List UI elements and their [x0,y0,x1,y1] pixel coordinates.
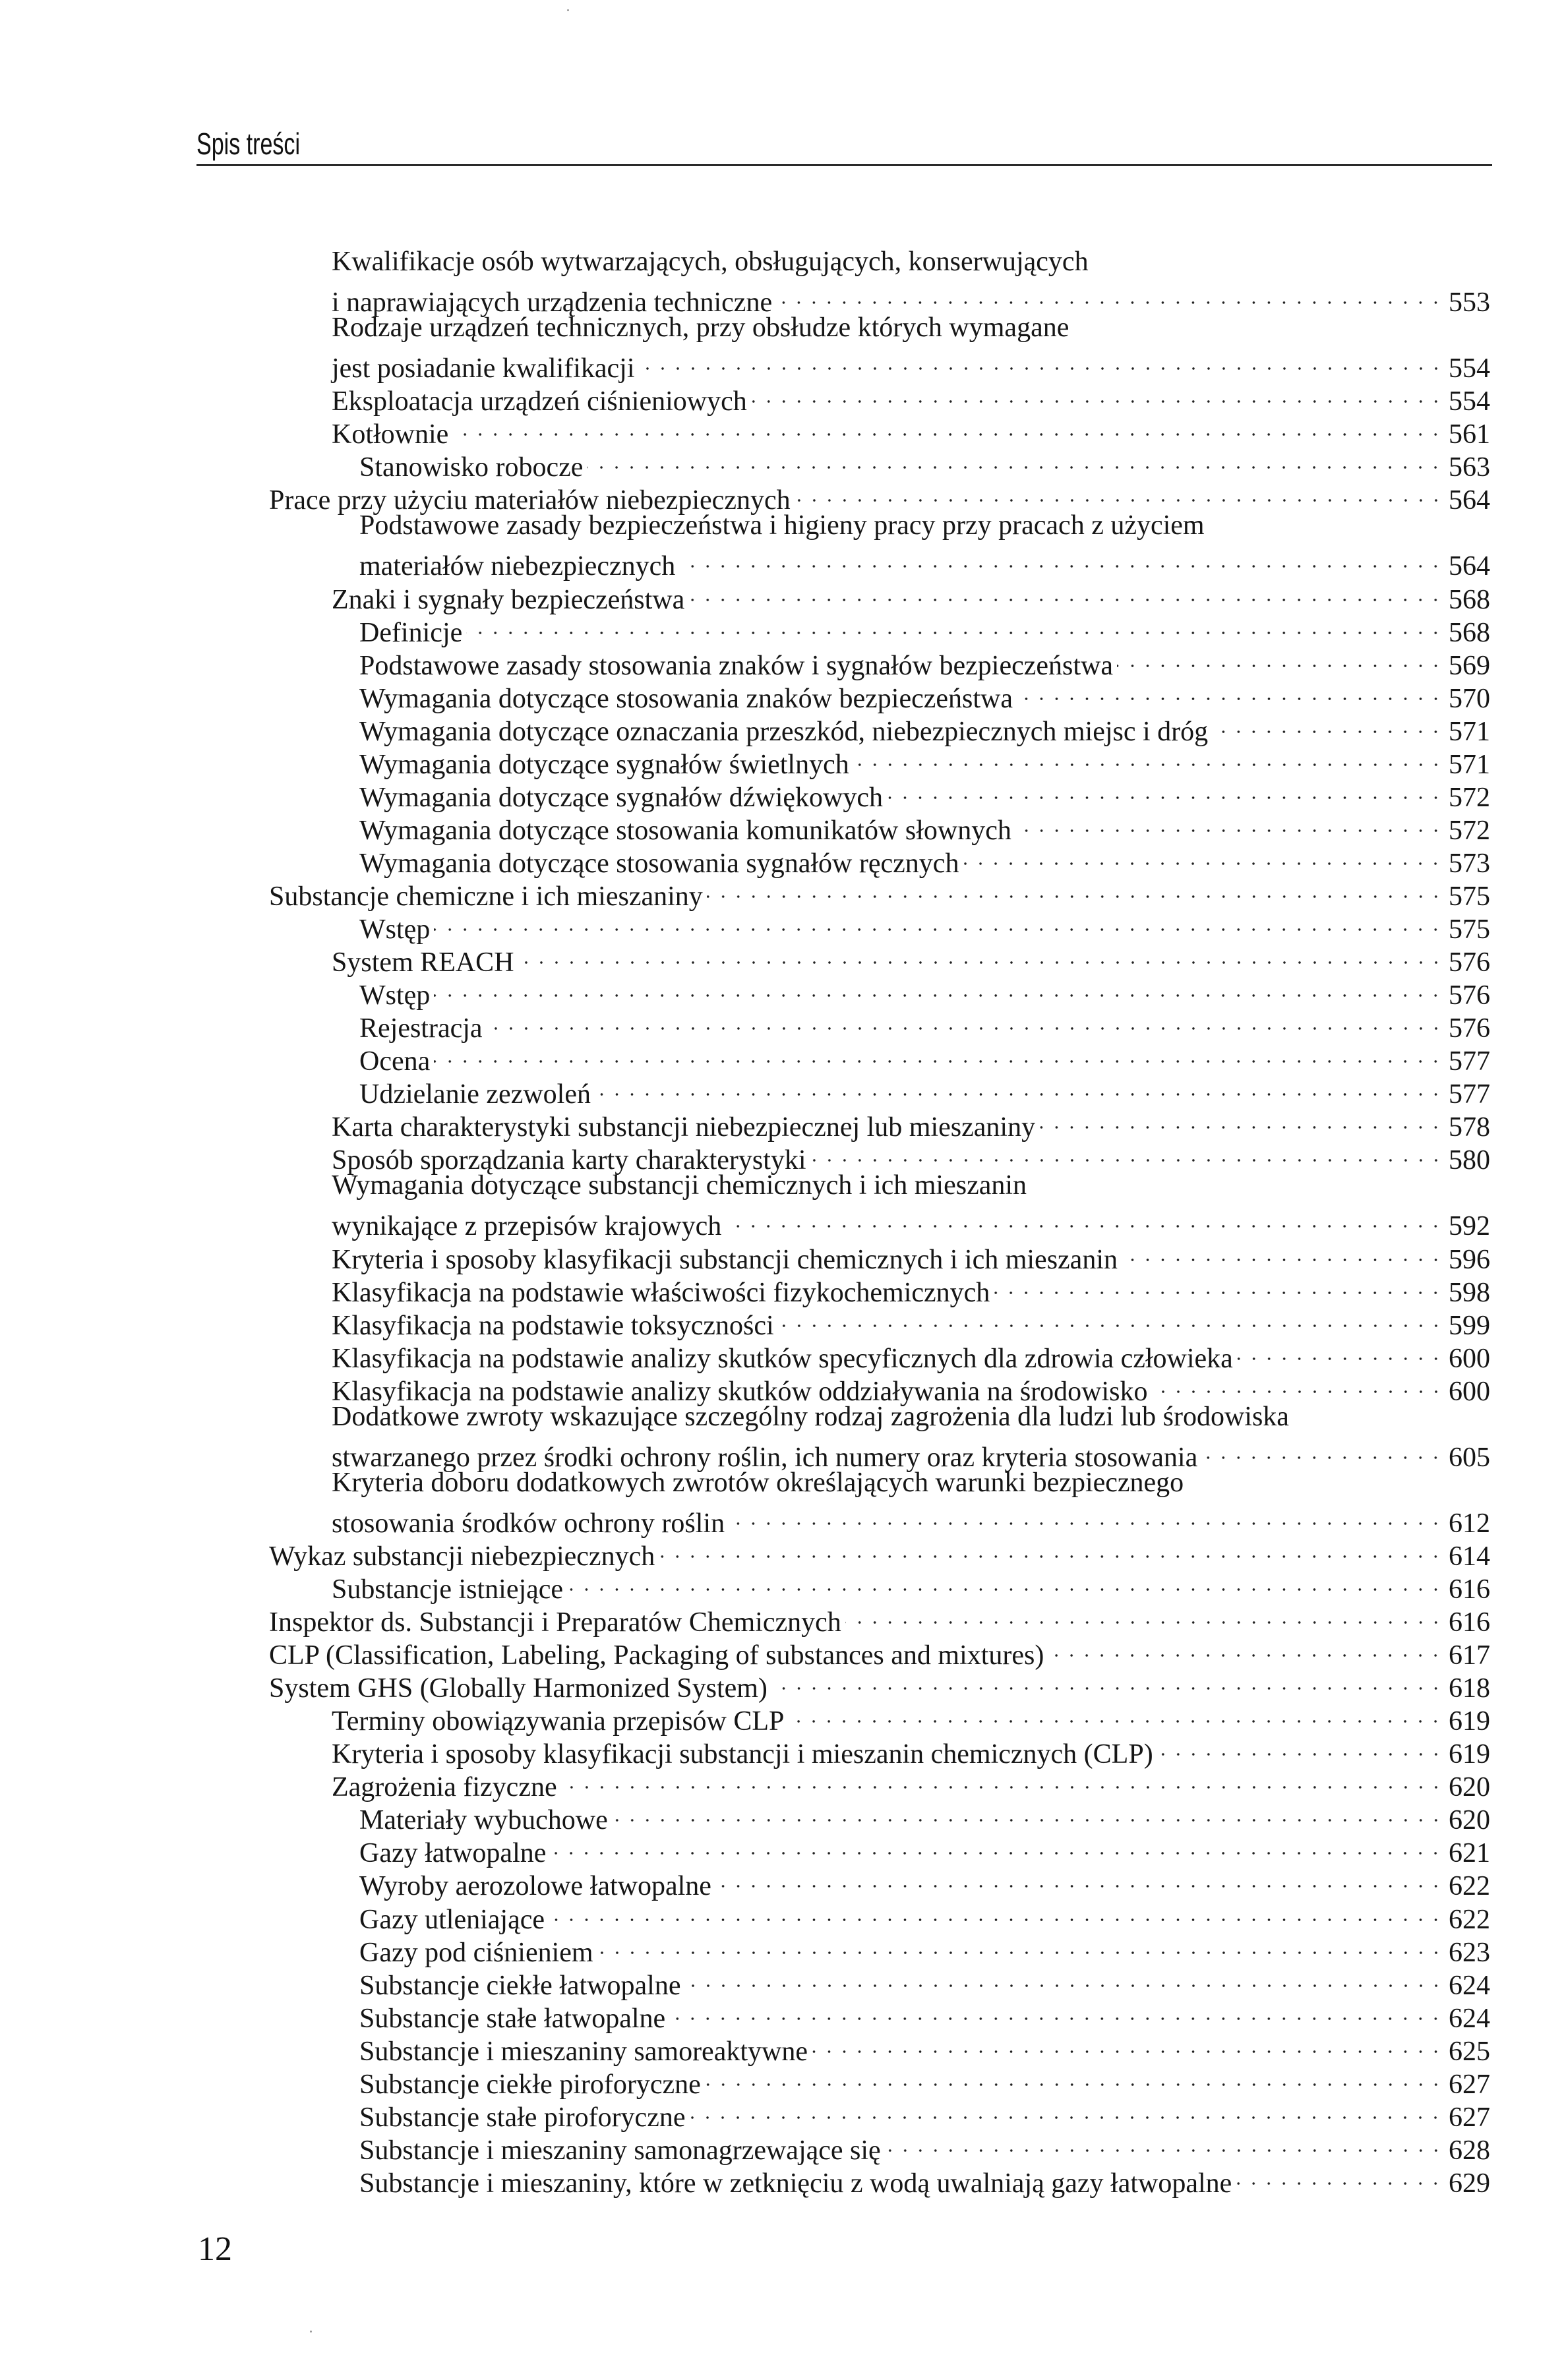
dot-leader [587,443,1443,476]
dot-leader [1201,1433,1443,1466]
toc-entry[interactable] [332,245,1490,278]
toc-entry[interactable] [359,740,1490,780]
toc-entry-page: 570 [1449,683,1490,714]
dot-leader [550,1829,1443,1862]
toc-entry-title: Substancje istniejące [332,1574,564,1605]
toc-entry[interactable] [332,278,1490,318]
toc-entry-title: Gazy pod ciśnieniem [359,1937,593,1968]
dot-leader [812,2027,1443,2060]
toc-entry-title: Udzielanie zezwoleń [359,1079,591,1110]
toc-entry-title: Prace przy użyciu materiałów niebezpiecznych [269,485,791,516]
dot-leader [845,1598,1443,1631]
toc-entry-page: 624 [1449,2003,1490,2034]
toc-entry[interactable] [332,1301,1490,1341]
toc-entry[interactable] [359,2126,1490,2166]
dot-leader [715,1862,1443,1895]
toc-entry-page: 576 [1449,980,1490,1011]
dot-leader [689,2093,1443,2126]
toc-entry[interactable] [332,1433,1490,1473]
toc-entry[interactable] [359,443,1490,483]
dot-leader [1236,2159,1443,2192]
dot-leader [567,1565,1443,1598]
toc-entry-page: 625 [1449,2036,1490,2067]
dot-leader [595,1070,1443,1103]
dot-leader [994,1268,1443,1301]
toc-entry-title: Klasyfikacja na podstawie toksyczności [332,1310,774,1341]
toc-entry[interactable] [269,872,1490,912]
toc-entry-title: Inspektor ds. Substancji i Preparatów Chemicznych [269,1607,841,1638]
toc-entry[interactable] [359,2027,1490,2067]
toc-entry-page: 629 [1449,2168,1490,2199]
toc-entry-page: 624 [1449,1970,1490,2001]
dot-leader [452,410,1443,443]
toc-entry[interactable] [359,806,1490,846]
toc-entry-page: 620 [1449,1772,1490,1803]
toc-entry[interactable] [332,938,1490,978]
toc-entry-title: CLP (Classification, Labeling, Packaging of substances and mixtures) [269,1640,1044,1671]
toc-entry-title: Sposób sporządzania karty charakterystyki [332,1145,806,1176]
toc-entry[interactable] [359,971,1490,1011]
dot-leader [751,377,1443,410]
toc-entry[interactable] [269,1598,1490,1638]
toc-entry[interactable] [269,1664,1490,1704]
toc-entry-page: 569 [1449,650,1490,681]
toc-entry-page: 605 [1449,1442,1490,1473]
toc-entry-title: Klasyfikacja na podstawie właściwości fizykochemicznych [332,1277,990,1308]
toc-entry-page: 600 [1449,1343,1490,1374]
toc-entry-title: Wymagania dotyczące stosowania komunikatów słownych [359,815,1011,846]
dot-leader [776,278,1443,311]
toc-entry-title: Substancje chemiczne i ich mieszaniny [269,881,703,912]
toc-entry-title: Definicje [359,617,463,648]
toc-entry-title: Podstawowe zasady bezpieczeństwa i higieny pracy przy pracach z użyciem [359,510,1205,541]
dot-leader [434,905,1443,938]
toc-entry-title: Wymagania dotyczące stosowania znaków bezpieczeństwa [359,683,1013,714]
toc-entry-title: Gazy łatwopalne [359,1838,547,1869]
dot-leader [1122,1235,1443,1268]
toc-entry[interactable] [332,1400,1490,1433]
dot-leader [434,1037,1443,1070]
dot-leader [639,344,1443,377]
toc-entry-title: stosowania środków ochrony roślin [332,1508,725,1539]
toc-entry[interactable] [359,1928,1490,1968]
dot-leader [725,1202,1443,1235]
toc-entry[interactable] [269,1532,1490,1572]
toc-entry-title: Wstęp [359,914,431,945]
scan-speck [567,9,569,11]
toc-entry-title: i naprawiających urządzenia techniczne [332,287,773,318]
toc-entry-title: Wymagania dotyczące substancji chemicznych i ich mieszanin [332,1170,1027,1201]
toc-entry-title: Kryteria i sposoby klasyfikacji substancji i mieszanin chemicznych (CLP) [332,1739,1153,1770]
toc-entry[interactable] [269,1631,1490,1671]
toc-entry[interactable] [359,1994,1490,2034]
dot-leader [669,1994,1443,2027]
dot-leader [771,1664,1443,1697]
dot-leader [659,1532,1443,1565]
toc-entry[interactable] [332,344,1490,384]
toc-entry-title: Materiały wybuchowe [359,1805,608,1836]
dot-leader [434,971,1443,1004]
toc-entry[interactable] [359,905,1490,945]
toc-entry-title: Kryteria i sposoby klasyfikacji substancji chemicznych i ich mieszanin [332,1244,1118,1275]
toc-entry-page: 622 [1449,1904,1490,1935]
toc-entry[interactable] [332,1730,1490,1770]
dot-leader [1039,1103,1443,1136]
toc-entry[interactable] [359,839,1490,879]
toc-entry-page: 614 [1449,1541,1490,1572]
toc-entry-title: Rejestracja [359,1013,483,1044]
dot-leader [1015,806,1443,839]
toc-entry-title: System GHS (Globally Harmonized System) [269,1673,768,1704]
toc-entry-page: 618 [1449,1673,1490,1704]
toc-entry-title: Wymagania dotyczące sygnałów dźwiękowych [359,782,884,813]
toc-entry-page: 564 [1449,551,1490,582]
dot-leader [679,542,1443,575]
toc-entry-title: Gazy utleniające [359,1904,545,1935]
toc-entry-page: 616 [1449,1607,1490,1638]
toc-entry-page: 619 [1449,1739,1490,1770]
toc-entry[interactable] [359,707,1490,747]
toc-entry-page: 612 [1449,1508,1490,1539]
dot-leader [518,938,1443,971]
toc-entry[interactable] [359,509,1490,542]
toc-entry[interactable] [332,1235,1490,1275]
toc-entry[interactable] [332,410,1490,450]
toc-entry-title: Substancje i mieszaniny samonagrzewające się [359,2135,881,2166]
dot-leader [1017,674,1443,707]
toc-entry[interactable] [359,773,1490,813]
toc-entry-page: 617 [1449,1640,1490,1671]
toc-entry[interactable] [332,1103,1490,1143]
header-rule [196,164,1492,166]
toc-entry[interactable] [359,542,1490,582]
running-head-title: Spis treści [196,127,301,161]
toc-entry-title: Substancje ciekłe piroforyczne [359,2069,701,2100]
toc-entry-page: 571 [1449,716,1490,747]
toc-entry[interactable] [359,2159,1490,2199]
toc-entry[interactable] [359,1895,1490,1935]
dot-leader [1212,707,1443,740]
toc-entry[interactable] [332,1763,1490,1803]
toc-entry-title: Substancje ciekłe łatwopalne [359,1970,681,2001]
dot-leader [729,1499,1443,1532]
toc-entry[interactable] [359,641,1490,681]
dot-leader [688,576,1443,609]
toc-entry[interactable] [359,1796,1490,1836]
toc-entry-title: Zagrożenia fizyczne [332,1772,557,1803]
dot-leader [853,740,1443,773]
dot-leader [887,773,1443,806]
toc-entry-title: Klasyfikacja na podstawie analizy skutków specyficznych dla zdrowia człowieka [332,1343,1233,1374]
toc-entry-page: 577 [1449,1079,1490,1110]
toc-entry[interactable] [332,576,1490,615]
toc-entry-title: Znaki i sygnały bezpieczeństwa [332,584,685,615]
toc-entry[interactable] [332,1499,1490,1539]
toc-entry[interactable] [332,311,1490,344]
dot-leader [885,2126,1443,2159]
toc-entry-title: Substancje stałe łatwopalne [359,2003,666,2034]
scan-speck [310,2331,312,2333]
toc-entry-title: wynikające z przepisów krajowych [332,1211,722,1242]
toc-entry[interactable] [332,1697,1490,1737]
toc-entry-page: 592 [1449,1211,1490,1242]
toc-entry[interactable] [359,609,1490,648]
toc-entry-page: 572 [1449,815,1490,846]
toc-entry[interactable] [332,1565,1490,1605]
toc-entry-title: Stanowisko robocze [359,452,584,483]
page-number: 12 [198,2230,232,2268]
toc-entry[interactable] [359,2093,1490,2133]
toc-entry-page: 616 [1449,1574,1490,1605]
toc-entry[interactable] [269,476,1490,516]
toc-entry-title: Substancje i mieszaniny, które w zetknięciu z wodą uwalniają gazy łatwopalne [359,2168,1232,2199]
toc-entry-page: 620 [1449,1805,1490,1836]
dot-leader [1152,1367,1443,1400]
toc-entry-page: 621 [1449,1838,1490,1869]
dot-leader [1117,641,1443,674]
toc-entry-title: Kwalifikacje osób wytwarzających, obsługujących, konserwujących [332,247,1089,277]
toc-entry-page: 571 [1449,749,1490,780]
toc-entry-page: 554 [1449,386,1490,417]
dot-leader [795,476,1443,509]
toc-entry[interactable] [359,1070,1490,1110]
toc-entry-page: 578 [1449,1112,1490,1143]
toc-entry-title: Podstawowe zasady stosowania znaków i sygnałów bezpieczeństwa [359,650,1114,681]
toc-entry-title: Wymagania dotyczące oznaczania przeszkód, niebezpiecznych miejsc i dróg [359,716,1209,747]
dot-leader [1237,1334,1443,1367]
toc-entry-page: 619 [1449,1706,1490,1737]
toc-entry[interactable] [332,377,1490,417]
toc-entry[interactable] [359,2060,1490,2100]
toc-entry[interactable] [332,1334,1490,1374]
toc-entry-title: materiałów niebezpiecznych [359,551,676,582]
dot-leader [466,609,1443,641]
toc-entry-page: 599 [1449,1310,1490,1341]
dot-leader [963,839,1443,872]
dot-leader [778,1301,1443,1334]
dot-leader [1048,1631,1443,1664]
toc-entry-title: Klasyfikacja na podstawie analizy skutków oddziaływania na środowisko [332,1376,1148,1407]
toc-entry[interactable] [359,674,1490,714]
toc-entry-page: 623 [1449,1937,1490,1968]
toc-entry-page: 572 [1449,782,1490,813]
dot-leader [612,1796,1443,1829]
toc-entry-page: 553 [1449,287,1490,318]
toc-entry-page: 577 [1449,1046,1490,1077]
toc-entry-title: Karta charakterystyki substancji niebezpiecznej lub mieszaniny [332,1112,1036,1143]
toc-entry-title: Ocena [359,1046,431,1077]
dot-leader [705,2060,1443,2093]
toc-entry-title: Substancje i mieszaniny samoreaktywne [359,2036,808,2067]
toc-entry-title: jest posiadanie kwalifikacji [332,353,635,384]
toc-entry-title: Substancje stałe piroforyczne [359,2102,686,2133]
toc-entry-page: 628 [1449,2135,1490,2166]
toc-entry[interactable] [359,1037,1490,1077]
toc-entry-page: 554 [1449,353,1490,384]
toc-entry-page: 564 [1449,485,1490,516]
dot-leader [549,1895,1443,1928]
toc-entry[interactable] [359,1004,1490,1044]
toc-entry-title: Wymagania dotyczące stosowania sygnałów ręcznych [359,848,959,879]
toc-entry-page: 575 [1449,881,1490,912]
toc-entry-page: 576 [1449,947,1490,978]
dot-leader [597,1928,1443,1961]
toc-entry-page: 627 [1449,2069,1490,2100]
toc-entry-page: 596 [1449,1244,1490,1275]
toc-entry[interactable] [332,1466,1490,1499]
toc-entry-title: Wykaz substancji niebezpiecznych [269,1541,655,1572]
toc-entry-title: Eksploatacja urządzeń ciśnieniowych [332,386,747,417]
toc-entry[interactable] [332,1367,1490,1407]
dot-leader [1157,1730,1443,1763]
toc-entry-title: Wyroby aerozolowe łatwopalne [359,1871,711,1902]
toc-entry[interactable] [332,1169,1490,1202]
toc-entry-page: 561 [1449,419,1490,450]
toc-entry[interactable] [332,1202,1490,1242]
toc-entry-title: Kryteria doboru dodatkowych zwrotów określających warunki bezpiecznego [332,1467,1184,1498]
toc-entry[interactable] [332,1268,1490,1308]
toc-entry[interactable] [359,1961,1490,2001]
toc-entry-page: 576 [1449,1013,1490,1044]
toc-entry-page: 568 [1449,617,1490,648]
dot-leader [788,1697,1443,1730]
toc-entry-page: 580 [1449,1145,1490,1176]
toc-entry-title: Terminy obowiązywania przepisów CLP [332,1706,785,1737]
toc-entry-page: 573 [1449,848,1490,879]
toc-entry-title: Kotłownie [332,419,449,450]
dot-leader [810,1136,1443,1169]
toc-entry-title: Rodzaje urządzeń technicznych, przy obsłudze których wymagane [332,312,1069,343]
toc-entry-title: Wymagania dotyczące sygnałów świetlnych [359,749,849,780]
toc-entry-page: 627 [1449,2102,1490,2133]
dot-leader [685,1961,1444,1994]
dot-leader [561,1763,1443,1796]
toc-entry-page: 575 [1449,914,1490,945]
toc-entry-title: Dodatkowe zwroty wskazujące szczególny rodzaj zagrożenia dla ludzi lub środowiska [332,1401,1289,1432]
toc-entry-title: System REACH [332,947,514,978]
toc-entry-page: 563 [1449,452,1490,483]
toc-entry-page: 622 [1449,1871,1490,1902]
toc-entry[interactable] [359,1829,1490,1869]
toc-entry-page: 568 [1449,584,1490,615]
toc-entry-page: 600 [1449,1376,1490,1407]
toc-entry-page: 598 [1449,1277,1490,1308]
toc-entry[interactable] [359,1862,1490,1902]
toc-entry-title: stwarzanego przez środki ochrony roślin, ich numery oraz kryteria stosowania [332,1442,1198,1473]
toc-entry-title: Wstęp [359,980,431,1011]
dot-leader [487,1004,1443,1037]
dot-leader [707,872,1443,905]
toc-entry[interactable] [332,1136,1490,1176]
